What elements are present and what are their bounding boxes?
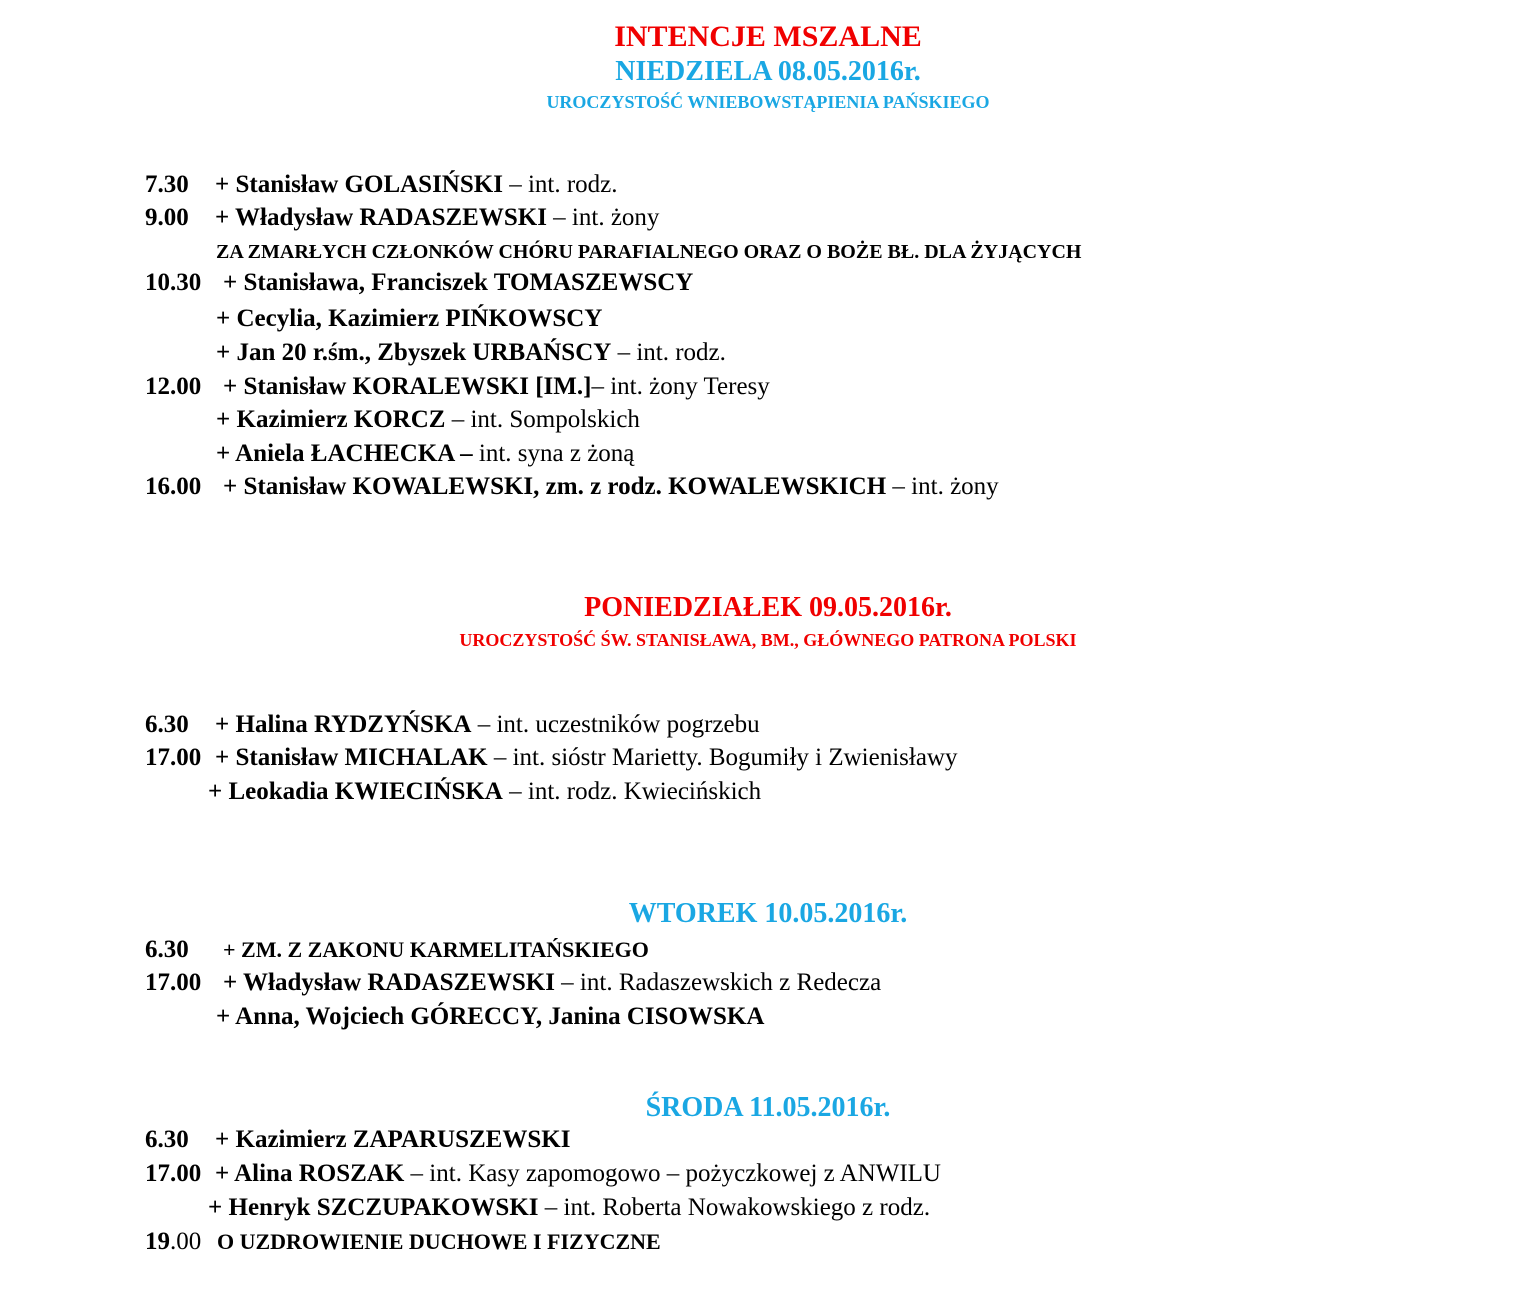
intention-name: + Anna, Wojciech GÓRECCY, Janina CISOWSKA [216,1003,765,1030]
day-subtitle-sunday: UROCZYSTOŚĆ WNIEBOWSTĄPIENIA PAŃSKIEGO [546,92,990,112]
intention-name: + Jan 20 r.śm., Zbyszek URBAŃSCY [216,339,612,366]
intention-note: – int. Radaszewskich z Redecza [554,969,882,996]
mass-time: 17.00 [145,969,202,996]
list-item [216,405,640,435]
intention-name: + Stanisław KOWALEWSKI, zm. z rodz. KOWALEWSKICH [223,473,887,500]
intention-name: + Kazimierz ZAPARUSZEWSKI [215,1126,571,1153]
mass-time: 17.00 [145,744,202,771]
intention-name: + Stanisław KORALEWSKI [IM.] [223,373,592,400]
page-title: INTENCJE MSZALNE [614,20,922,53]
intention-note: int. syna z żoną [472,440,635,467]
list-item [216,338,726,368]
list-item [216,1002,764,1032]
day-subtitle-monday: UROCZYSTOŚĆ ŚW. STANISŁAWA, BM., GŁÓWNEGO PATRONA POLSKI [459,630,1077,650]
day-heading-wednesday: ŚRODA 11.05.2016r. [645,1092,891,1123]
intention-name: + Stanisław MICHALAK [215,744,488,771]
mass-time: 16.00 [145,473,202,500]
intention-name: + Kazimierz KORCZ [216,406,446,433]
intention-note: – int. rodz. [502,171,618,198]
list-item [216,439,634,469]
mass-time-minutes: .00 [170,1228,202,1255]
intention-name: + Aniela ŁACHECKA – [216,440,473,467]
mass-time: 9.00 [145,204,189,231]
intention-name: + Leokadia KWIECIŃSKA [208,778,503,805]
mass-time: 19 [145,1228,170,1255]
mass-time: 6.30 [145,711,189,738]
mass-time: 6.30 [145,936,189,963]
list-item: ZA ZMARŁYCH CZŁONKÓW CHÓRU PARAFIALNEGO ORAZ O BOŻE BŁ. DLA ŻYJĄCYCH [216,241,1082,263]
intention-note: – int. żony [546,204,660,231]
day-heading-tuesday: WTOREK 10.05.2016r. [628,898,908,929]
intention-name: + Halina RYDZYŃSKA [215,711,472,738]
intention-name: + Stanisław GOLASIŃSKI [215,171,503,198]
list-item [216,304,602,334]
intention-note: – int. żony Teresy [591,373,770,400]
intention-note: – int. rodz. [611,339,726,366]
intention-name: + Cecylia, Kazimierz PIŃKOWSCY [216,305,603,332]
mass-time: 7.30 [145,171,189,198]
list-item [208,777,761,807]
intention-note: – int. Sompolskich [445,406,640,433]
mass-time: 10.30 [145,269,202,296]
intention-name: + Władysław RADASZEWSKI [223,969,555,996]
intention-note: – int. Roberta Nowakowskiego z rodz. [538,1194,931,1221]
intention-name: + Stanisława, Franciszek TOMASZEWSCY [223,269,694,296]
day-heading-monday: PONIEDZIAŁEK 09.05.2016r. [584,592,952,623]
intention-name: O UZDROWIENIE DUCHOWE I FIZYCZNE [217,1229,661,1254]
list-item [208,1193,930,1223]
intention-note: – int. żony [886,473,999,500]
mass-time: 12.00 [145,373,202,400]
mass-time: 6.30 [145,1126,189,1153]
intention-name: + ZM. Z ZAKONU KARMELITAŃSKIEGO [223,937,649,962]
intention-note: – int. uczestników pogrzebu [471,711,760,738]
mass-time: 17.00 [145,1160,202,1187]
intention-note: – int. Kasy zapomogowo – pożyczkowej z ANWILU [404,1160,941,1187]
intention-note: – int. rodz. Kwiecińskich [502,778,762,805]
day-heading-sunday: NIEDZIELA 08.05.2016r. [615,56,921,87]
intention-name: + Henryk SZCZUPAKOWSKI [208,1194,539,1221]
intention-name: + Alina ROSZAK [215,1160,405,1187]
intention-name: + Władysław RADASZEWSKI [215,204,547,231]
intention-note: – int. sióstr Marietty. Bogumiły i Zwienisławy [487,744,958,771]
